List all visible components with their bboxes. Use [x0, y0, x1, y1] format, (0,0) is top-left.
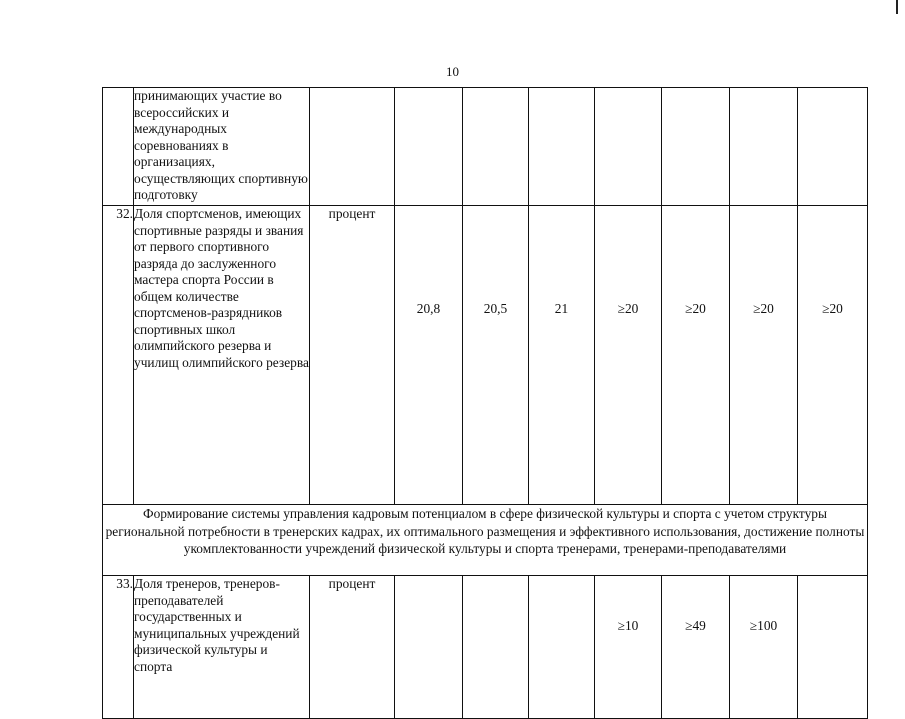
- margin-mark: [896, 0, 898, 14]
- page-number: 10: [446, 64, 459, 79]
- value-cell: ≥20: [595, 206, 662, 505]
- value-cell: [730, 88, 798, 206]
- value-cell: ≥49: [662, 576, 730, 719]
- value-cell: [529, 576, 595, 719]
- unit-cell: процент: [310, 206, 395, 505]
- value-cell: [798, 88, 868, 206]
- value-cell: ≥20: [798, 206, 868, 505]
- unit-cell: процент: [310, 576, 395, 719]
- value-cell: ≥100: [730, 576, 798, 719]
- value-cell: [798, 576, 868, 719]
- row-number: [103, 88, 134, 206]
- value-cell: 20,8: [395, 206, 463, 505]
- value-cell: [529, 88, 595, 206]
- indicator-description: Доля спортсменов, имеющих спортивные разряды и звания от первого спортивного разряда до заслуженного мастера спорта России в общем количестве спортсменов-разрядников спортивных школ олимпийского резерва и училищ олимпийского резерва: [134, 206, 310, 505]
- section-heading-row: [103, 505, 868, 576]
- value-cell: [662, 88, 730, 206]
- indicator-description: принимающих участие во всероссийских и международных соревнованиях в организациях, осуществляющих спортивную подготовку: [134, 88, 310, 206]
- value-cell: [395, 576, 463, 719]
- indicators-table: [102, 87, 868, 719]
- table-row: [103, 88, 868, 206]
- value-cell: ≥20: [730, 206, 798, 505]
- table-row: [103, 206, 868, 505]
- row-number: 32.: [103, 206, 134, 505]
- unit-cell: [310, 88, 395, 206]
- value-cell: [463, 576, 529, 719]
- section-heading: Формирование системы управления кадровым потенциалом в сфере физической культуры и спорта с учетом структуры региональной потребности в тренерских кадрах, их оптимального размещения и эффективного использования, достижение полноты укомплектованности учреждений физической культуры и спорта тренерами, тренерами-преподавателями: [103, 505, 868, 576]
- value-cell: ≥20: [662, 206, 730, 505]
- value-cell: [395, 88, 463, 206]
- row-number: 33.: [103, 576, 134, 719]
- value-cell: 20,5: [463, 206, 529, 505]
- value-cell: 21: [529, 206, 595, 505]
- indicator-description: Доля тренеров, тренеров-преподавателей государственных и муниципальных учреждений физической культуры и спорта: [134, 576, 310, 719]
- value-cell: [595, 88, 662, 206]
- value-cell: ≥10: [595, 576, 662, 719]
- value-cell: [463, 88, 529, 206]
- table-row: [103, 576, 868, 719]
